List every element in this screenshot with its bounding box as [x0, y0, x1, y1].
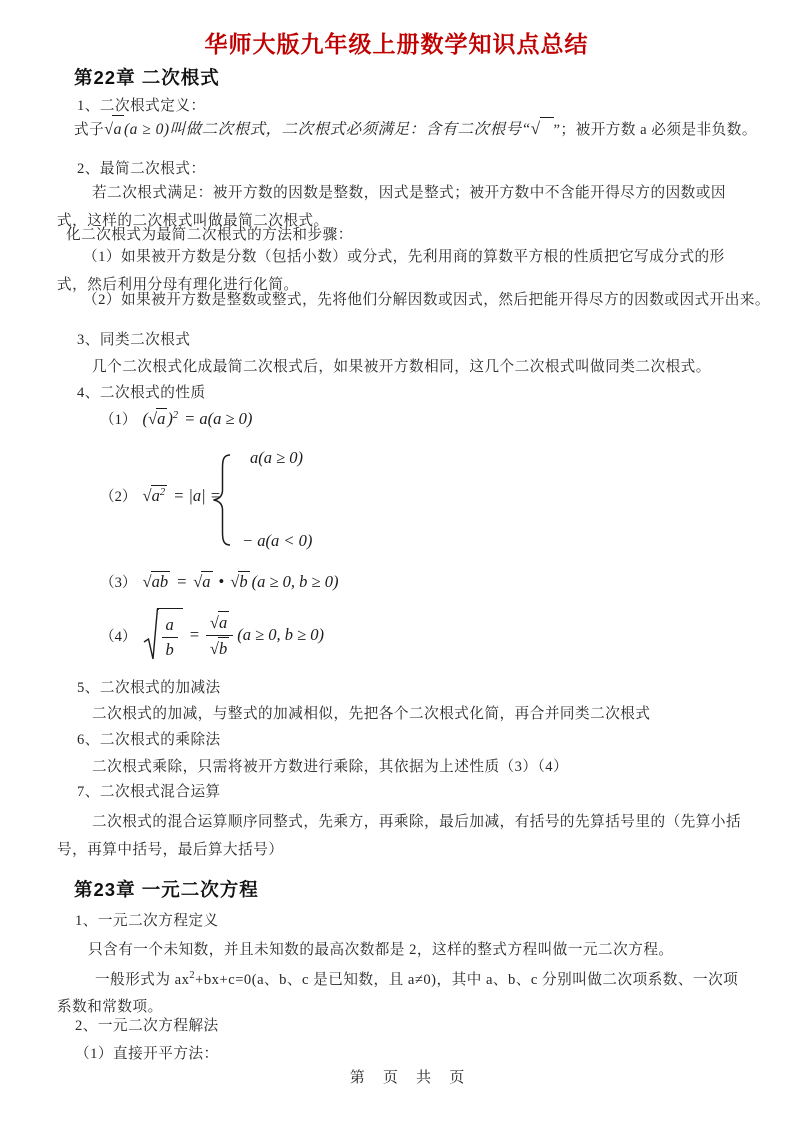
- text-run: 式子: [74, 122, 105, 138]
- property-4-formula: [100, 606, 324, 664]
- exponent: 2: [159, 487, 166, 498]
- ch22-item-3-label: 3、同类二次根式: [77, 332, 191, 348]
- addition-paragraph: 二次根式的加减，与整式的加减相似，先把各个二次根式化简，再合并同类二次根式: [92, 706, 651, 722]
- direct-square-root-method: （1）直接开平方法：: [75, 1046, 219, 1062]
- abs-value-equals: = |a| =: [173, 485, 221, 505]
- sqrt-b: [210, 637, 229, 659]
- denominator: [210, 636, 229, 659]
- radicand: a: [112, 115, 124, 144]
- radicand: b: [218, 638, 228, 658]
- formula-label: （1）: [100, 412, 137, 428]
- ch22-item-2-label: 2、最简二次根式：: [77, 161, 206, 177]
- formula-label: （4）: [100, 628, 137, 645]
- radicand-var: a: [151, 486, 160, 505]
- method-steps-lead: 化二次根式为最简二次根式的方法和步骤：: [66, 227, 353, 243]
- chapter-23-heading: 第23章 一元二次方程: [74, 879, 259, 900]
- sqrt-a: [148, 408, 167, 429]
- radical-sign: √: [230, 572, 240, 591]
- radicand: a: [157, 409, 166, 428]
- case-negative: − a(a < 0): [242, 531, 313, 550]
- document-title: 华师大版九年级上册数学知识点总结: [204, 31, 589, 57]
- mixed-operations-paragraph: 二次根式的混合运算顺序同整式，先乘方，再乘除，最后加减，有括号的先算括号里的（先算小括号，再算中括号，最后算大括号）: [57, 814, 742, 858]
- general-form-paragraph: [57, 962, 749, 1021]
- ch22-item-1-label: 1、二次根式定义：: [77, 98, 206, 114]
- formula-label: （2）: [100, 489, 137, 505]
- radical-sign: √: [193, 572, 203, 591]
- exponent: 2: [172, 410, 179, 421]
- dot-operator: •: [218, 571, 225, 591]
- property-1-formula: [100, 408, 252, 429]
- chapter-22-heading: 第22章 二次根式: [74, 67, 220, 88]
- simplest-radical-paragraph: 若二次根式满足：被开方数的因数是整数，因式是整式；被开方数中不含能开得尽方的因数或因式，这样的二次根式叫做最简二次根式。: [57, 185, 726, 229]
- radical-sign: √: [142, 486, 152, 505]
- cases-brace-icon: [210, 453, 236, 547]
- sqrt-a-squared: [143, 485, 168, 506]
- radical-sign: √: [209, 638, 219, 658]
- sqrt-a: [210, 611, 229, 633]
- equation-definition-paragraph: 只含有一个未知数，并且未知数的最高次数都是 2，这样的整式方程叫做一元二次方程。: [88, 942, 674, 958]
- exponent: 2: [189, 970, 196, 981]
- numerator: a: [162, 614, 178, 637]
- property-2-formula: [100, 443, 530, 567]
- equals-sign: =: [176, 571, 188, 591]
- math-expression: [143, 408, 179, 429]
- method-step-2: （2）如果被开方数是整数或整式，先将他们分解因数或因式，然后把能开得尽方的因数或因式开出来。: [83, 292, 771, 308]
- method-step-1: （1）如果被开方数是分数（包括小数）或分式，先利用商的算数平方根的性质把它写成分式的形式，然后利用分母有理化进行化简。: [57, 249, 725, 293]
- condition: (a ≥ 0, b ≥ 0): [251, 571, 339, 591]
- radicand: a: [202, 572, 211, 591]
- fraction-a-over-b: [162, 614, 178, 660]
- ch22-definition-paragraph: [74, 115, 774, 144]
- ch23-item-1-label: 1、一元二次方程定义: [75, 913, 219, 929]
- multiplication-paragraph: 二次根式乘除，只需将被开方数进行乘除，其依据为上述性质（3）（4）: [92, 759, 569, 775]
- radicand: [151, 485, 168, 506]
- paren: (: [142, 409, 148, 428]
- text-run: ”；被开方数 a 必须是非负数。: [553, 122, 757, 138]
- sqrt-a-expression: [104, 115, 124, 144]
- similar-radicals-paragraph: 几个二次根式化成最简二次根式后，如果被开方数相同，这几个二次根式叫做同类二次根式。: [92, 359, 711, 375]
- sqrt-fraction: [143, 608, 183, 662]
- denominator: b: [165, 639, 174, 659]
- ch22-item-4-label: 4、二次根式的性质: [77, 385, 206, 401]
- ch22-item-6-label: 6、二次根式的乘除法: [77, 732, 221, 748]
- fraction-sqrt-a-over-sqrt-b: [206, 611, 233, 659]
- formula-lhs: [100, 485, 221, 506]
- text-run: (a ≥ 0)叫做二次根式，二次根式必须满足：含有二次根号“: [123, 121, 531, 138]
- text-run: +bx+c=0(a、b、c 是已知数，且 a≠0)，其中 a、b、c 分别叫做二次项系数、一次项系数和常数项。: [57, 972, 739, 1015]
- sqrt-ab: [143, 571, 171, 592]
- ch22-item-5-label: 5、二次根式的加减法: [77, 680, 221, 696]
- case-nonnegative: a(a ≥ 0): [250, 448, 304, 467]
- radicand: a: [218, 613, 228, 633]
- radical-sign: √: [530, 119, 541, 138]
- radical-sign: √: [104, 121, 114, 138]
- radical-bar: [540, 117, 554, 132]
- ch23-item-2-label: 2、一元二次方程解法: [75, 1018, 219, 1034]
- formula-label: （3）: [100, 575, 137, 591]
- radical-sign: √: [209, 613, 219, 633]
- ch22-item-7-label: 7、二次根式混合运算: [77, 784, 221, 800]
- radicand: [157, 608, 183, 662]
- numerator: [206, 611, 233, 635]
- radicand: b: [239, 572, 248, 591]
- property-3-formula: [100, 571, 338, 592]
- sqrt-b: [230, 571, 249, 592]
- quoted-radical-symbol: [531, 115, 554, 143]
- radical-sign: √: [142, 572, 152, 591]
- radicand: ab: [151, 572, 169, 591]
- radical-sign: √: [148, 409, 158, 428]
- sqrt-a: [193, 571, 212, 592]
- equals-sign: =: [188, 625, 200, 644]
- formula-rhs: = a(a ≥ 0): [184, 408, 253, 428]
- condition: (a ≥ 0, b ≥ 0): [237, 625, 325, 644]
- text-run: 一般形式为 ax: [95, 972, 190, 988]
- page-footer: 第 页 共 页: [349, 1069, 472, 1086]
- paren: ): [167, 409, 173, 428]
